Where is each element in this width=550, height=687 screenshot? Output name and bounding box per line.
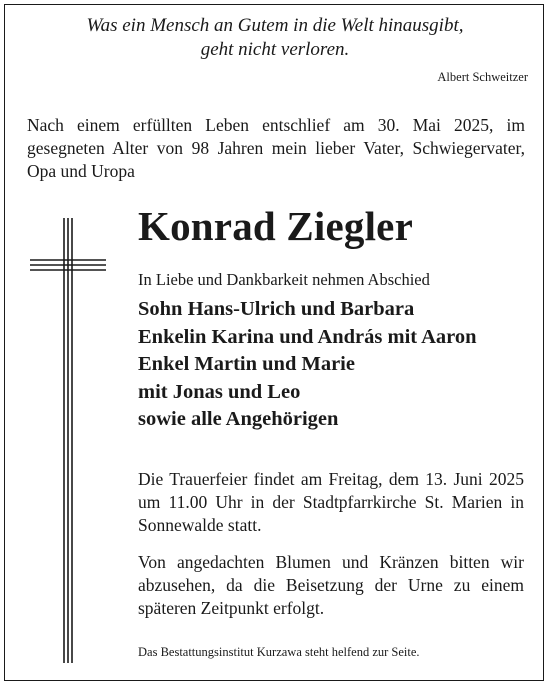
- deceased-name: Konrad Ziegler: [138, 203, 413, 249]
- intro-text: Nach einem erfüllten Leben entschlief am 30. Mai 2025, im gesegneten Alter von 98 Jahren mein lieber Vater, Schwiegervater, Opa und Uropa: [27, 115, 525, 181]
- cross-icon: [30, 218, 110, 663]
- quote-author: Albert Schweitzer: [437, 70, 528, 84]
- quote-line-1: Was ein Mensch an Gutem in die Welt hinausgibt,: [86, 15, 464, 36]
- family-member: Enkelin Karina und András mit Aaron: [138, 325, 477, 348]
- family-member: mit Jonas und Leo: [138, 380, 301, 403]
- farewell-line: In Liebe und Dankbarkeit nehmen Abschied: [138, 270, 430, 289]
- flowers-note: Von angedachten Blumen und Kränzen bitten wir abzusehen, da die Beisetzung der Urne zu einem späteren Zeitpunkt erfolgt.: [138, 552, 524, 618]
- quote: [0, 14, 550, 62]
- quote-line-2: geht nicht verloren.: [200, 39, 350, 60]
- family-list: [138, 296, 477, 434]
- family-member: Enkel Martin und Marie: [138, 353, 355, 375]
- service-info: Die Trauerfeier findet am Freitag, dem 13. Juni 2025 um 11.00 Uhr in der Stadtpfarrkirche St. Marien in Sonnewalde statt.: [138, 469, 524, 535]
- family-member: Sohn Hans-Ulrich und Barbara: [138, 298, 415, 320]
- funeral-home-note: Das Bestattungsinstitut Kurzawa steht helfend zur Seite.: [138, 645, 420, 659]
- family-member: sowie alle Angehörigen: [138, 408, 339, 430]
